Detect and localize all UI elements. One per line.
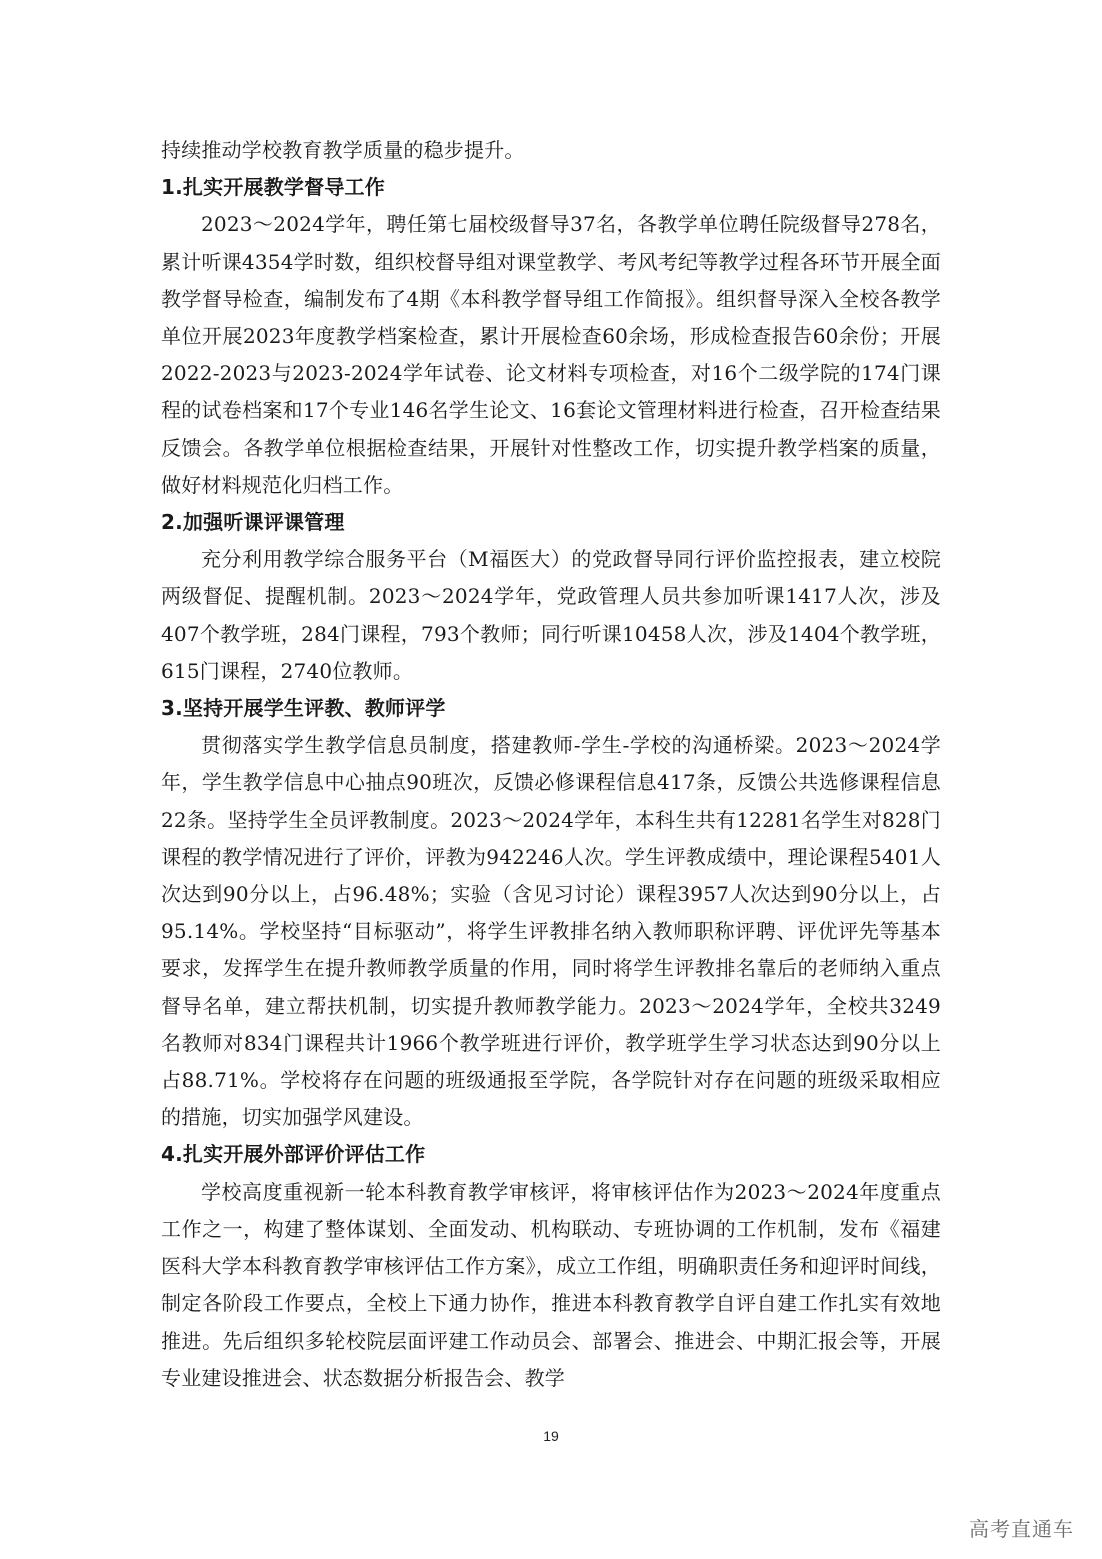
watermark-text: 高考直通车 [969, 1517, 1074, 1541]
opening-line: 持续推动学校教育教学质量的稳步提升。 [161, 138, 525, 162]
section-3-paragraph: 贯彻落实学生教学信息员制度，搭建教师-学生-学校的沟通桥梁。2023～2024学年，学生教学信息中心抽点90班次，反馈必修课程信息417条，反馈公共选修课程信息22条。坚持学生全员评教制度。2023～2024学年，本科生共有12281名学生对828门课程的教学情况进行了评价，评教为942246人次。学生评教成绩中，理论课程5401人次达到90分以上，占96.48%；实验（含见习讨论）课程3957人次达到90分以上，占95.14%。学校坚持“目标驱动”，将学生评教排名纳入教师职称评聘、评优评先等基本要求，发挥学生在提升教师教学质量的作用，同时将学生评教排名靠后的老师纳入重点督导名单，建立帮扶机制，切实提升教师教学能力。2023～2024学年，全校共3249名教师对834门课程共计1966个教学班进行评价，教学班学生学习状态达到90分以上占88.71%。学校将存在问题的班级通报至学院，各学院针对存在问题的班级采取相应的措施，切实加强学风建设。 [161, 733, 941, 1130]
section-2-paragraph: 充分利用教学综合服务平台（M福医大）的党政督导同行评价监控报表，建立校院两级督促、提醒机制。2023～2024学年，党政管理人员共参加听课1417人次，涉及407个教学班，284门课程，793个教师；同行听课10458人次，涉及1404个教学班，615门课程，2740位教师。 [161, 547, 941, 683]
page-number: 19 [543, 1428, 559, 1444]
section-1-paragraph: 2023～2024学年，聘任第七届校级督导37名，各教学单位聘任院级督导278名，累计听课4354学时数，组织校督导组对课堂教学、考风考纪等教学过程各环节开展全面教学督导检查，编制发布了4期《本科教学督导组工作简报》。组织督导深入全校各教学单位开展2023年度教学档案检查，累计开展检查60余场，形成检查报告60余份；开展2022-2023与2023-2024学年试卷、论文材料专项检查，对16个二级学院的174门课程的试卷档案和17个专业146名学生论文、16套论文管理材料进行检查，召开检查结果反馈会。各教学单位根据检查结果，开展针对性整改工作，切实提升教学档案的质量，做好材料规范化归档工作。 [161, 212, 941, 497]
section-heading-2: 2.加强听课评课管理 [161, 510, 345, 535]
section-heading-4: 4.扎实开展外部评价评估工作 [161, 1142, 426, 1167]
section-heading-3: 3.坚持开展学生评教、教师评学 [161, 696, 446, 721]
document-body [161, 132, 941, 1397]
section-heading-1: 1.扎实开展教学督导工作 [161, 175, 385, 200]
section-4-paragraph: 学校高度重视新一轮本科教育教学审核评，将审核评估作为2023～2024年度重点工作之一，构建了整体谋划、全面发动、机构联动、专班协调的工作机制，发布《福建医科大学本科教育教学审核评估工作方案》，成立工作组，明确职责任务和迎评时间线，制定各阶段工作要点，全校上下通力协作，推进本科教育教学自评自建工作扎实有效地推进。先后组织多轮校院层面评建工作动员会、部署会、推进会、中期汇报会等，开展专业建设推进会、状态数据分析报告会、教学 [161, 1179, 941, 1390]
